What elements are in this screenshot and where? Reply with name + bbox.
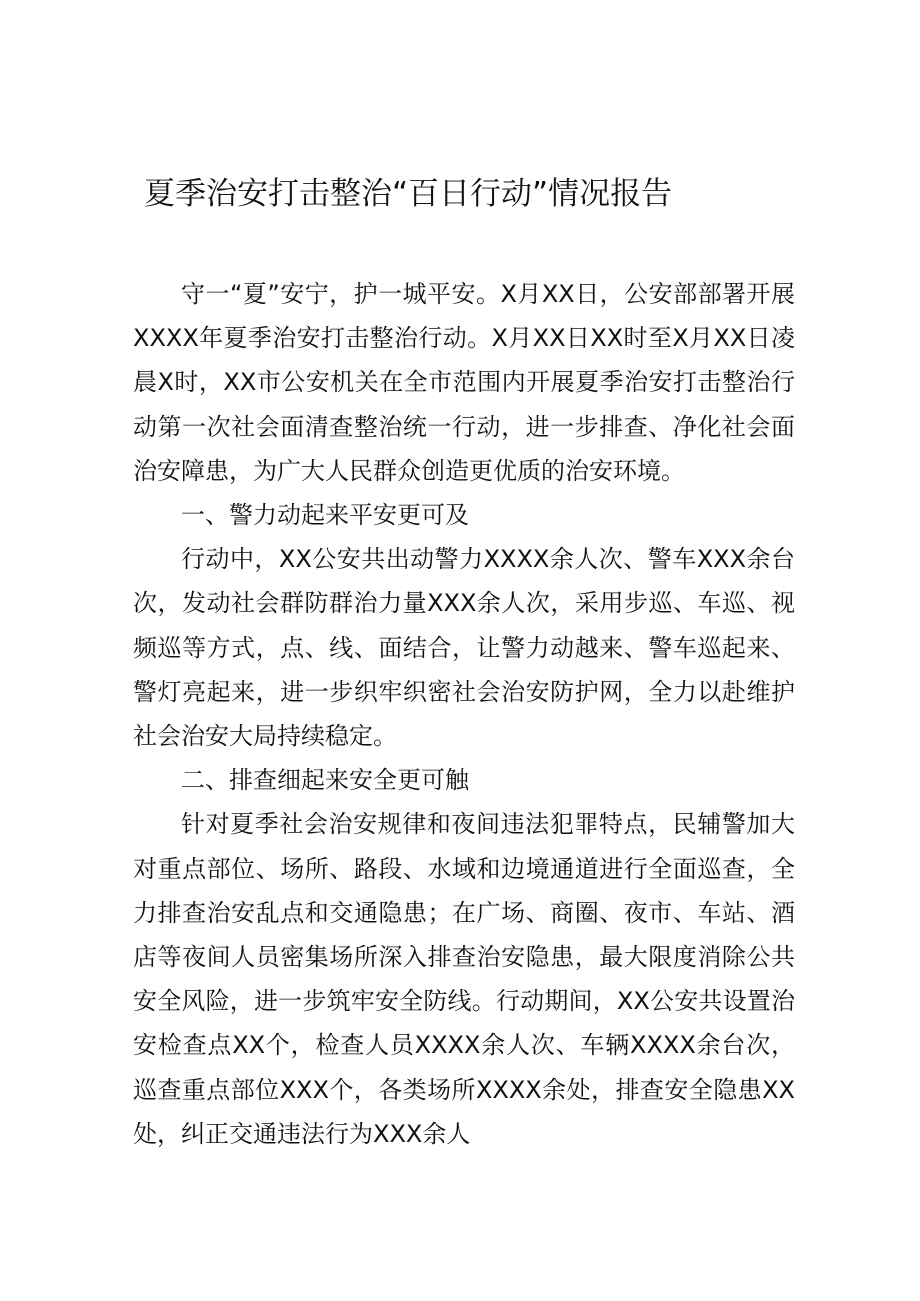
section-1-paragraph: 行动中，XX公安共出动警力XXXX余人次、警车XXX余台次，发动社会群防群治力量XXX余人次，采用步巡、车巡、视频巡等方式，点、线、面结合，让警力动越来、警车巡起来、警灯亮起来，进一步织牢织密社会治安防护网，全力以赴维护社会治安大局持续稳定。 bbox=[133, 545, 795, 751]
document-title: 夏季治安打击整治“百日行动”情况报告 bbox=[144, 176, 673, 212]
document-body bbox=[133, 272, 795, 1156]
section-heading-1: 一、警力动起来平安更可及 bbox=[181, 501, 469, 530]
section-2-paragraph: 针对夏季社会治安规律和夜间违法犯罪特点，民辅警加大对重点部位、场所、路段、水域和边境通道进行全面巡查，全力排查治安乱点和交通隐患；在广场、商圈、夜市、车站、酒店等夜间人员密集场所深入排查治安隐患，最大限度消除公共安全风险，进一步筑牢安全防线。行动期间，XX公安共设置治安检查点XX个，检查人员XXXX余人次、车辆XXXX余台次，巡查重点部位XXX个，各类场所XXXX余处，排查安全隐患XX处，纠正交通违法行为XXX余人 bbox=[133, 810, 795, 1148]
section-heading-2: 二、排查细起来安全更可触 bbox=[181, 766, 469, 795]
intro-paragraph: 守一“夏”安宁，护一城平安。X月XX日，公安部部署开展XXXX年夏季治安打击整治行动。X月XX日XX时至X月XX日凌晨X时，XX市公安机关在全市范围内开展夏季治安打击整治行动第一次社会面清查整治统一行动，进一步排查、净化社会面治安障患，为广大人民群众创造更优质的治安环境。 bbox=[133, 280, 795, 485]
